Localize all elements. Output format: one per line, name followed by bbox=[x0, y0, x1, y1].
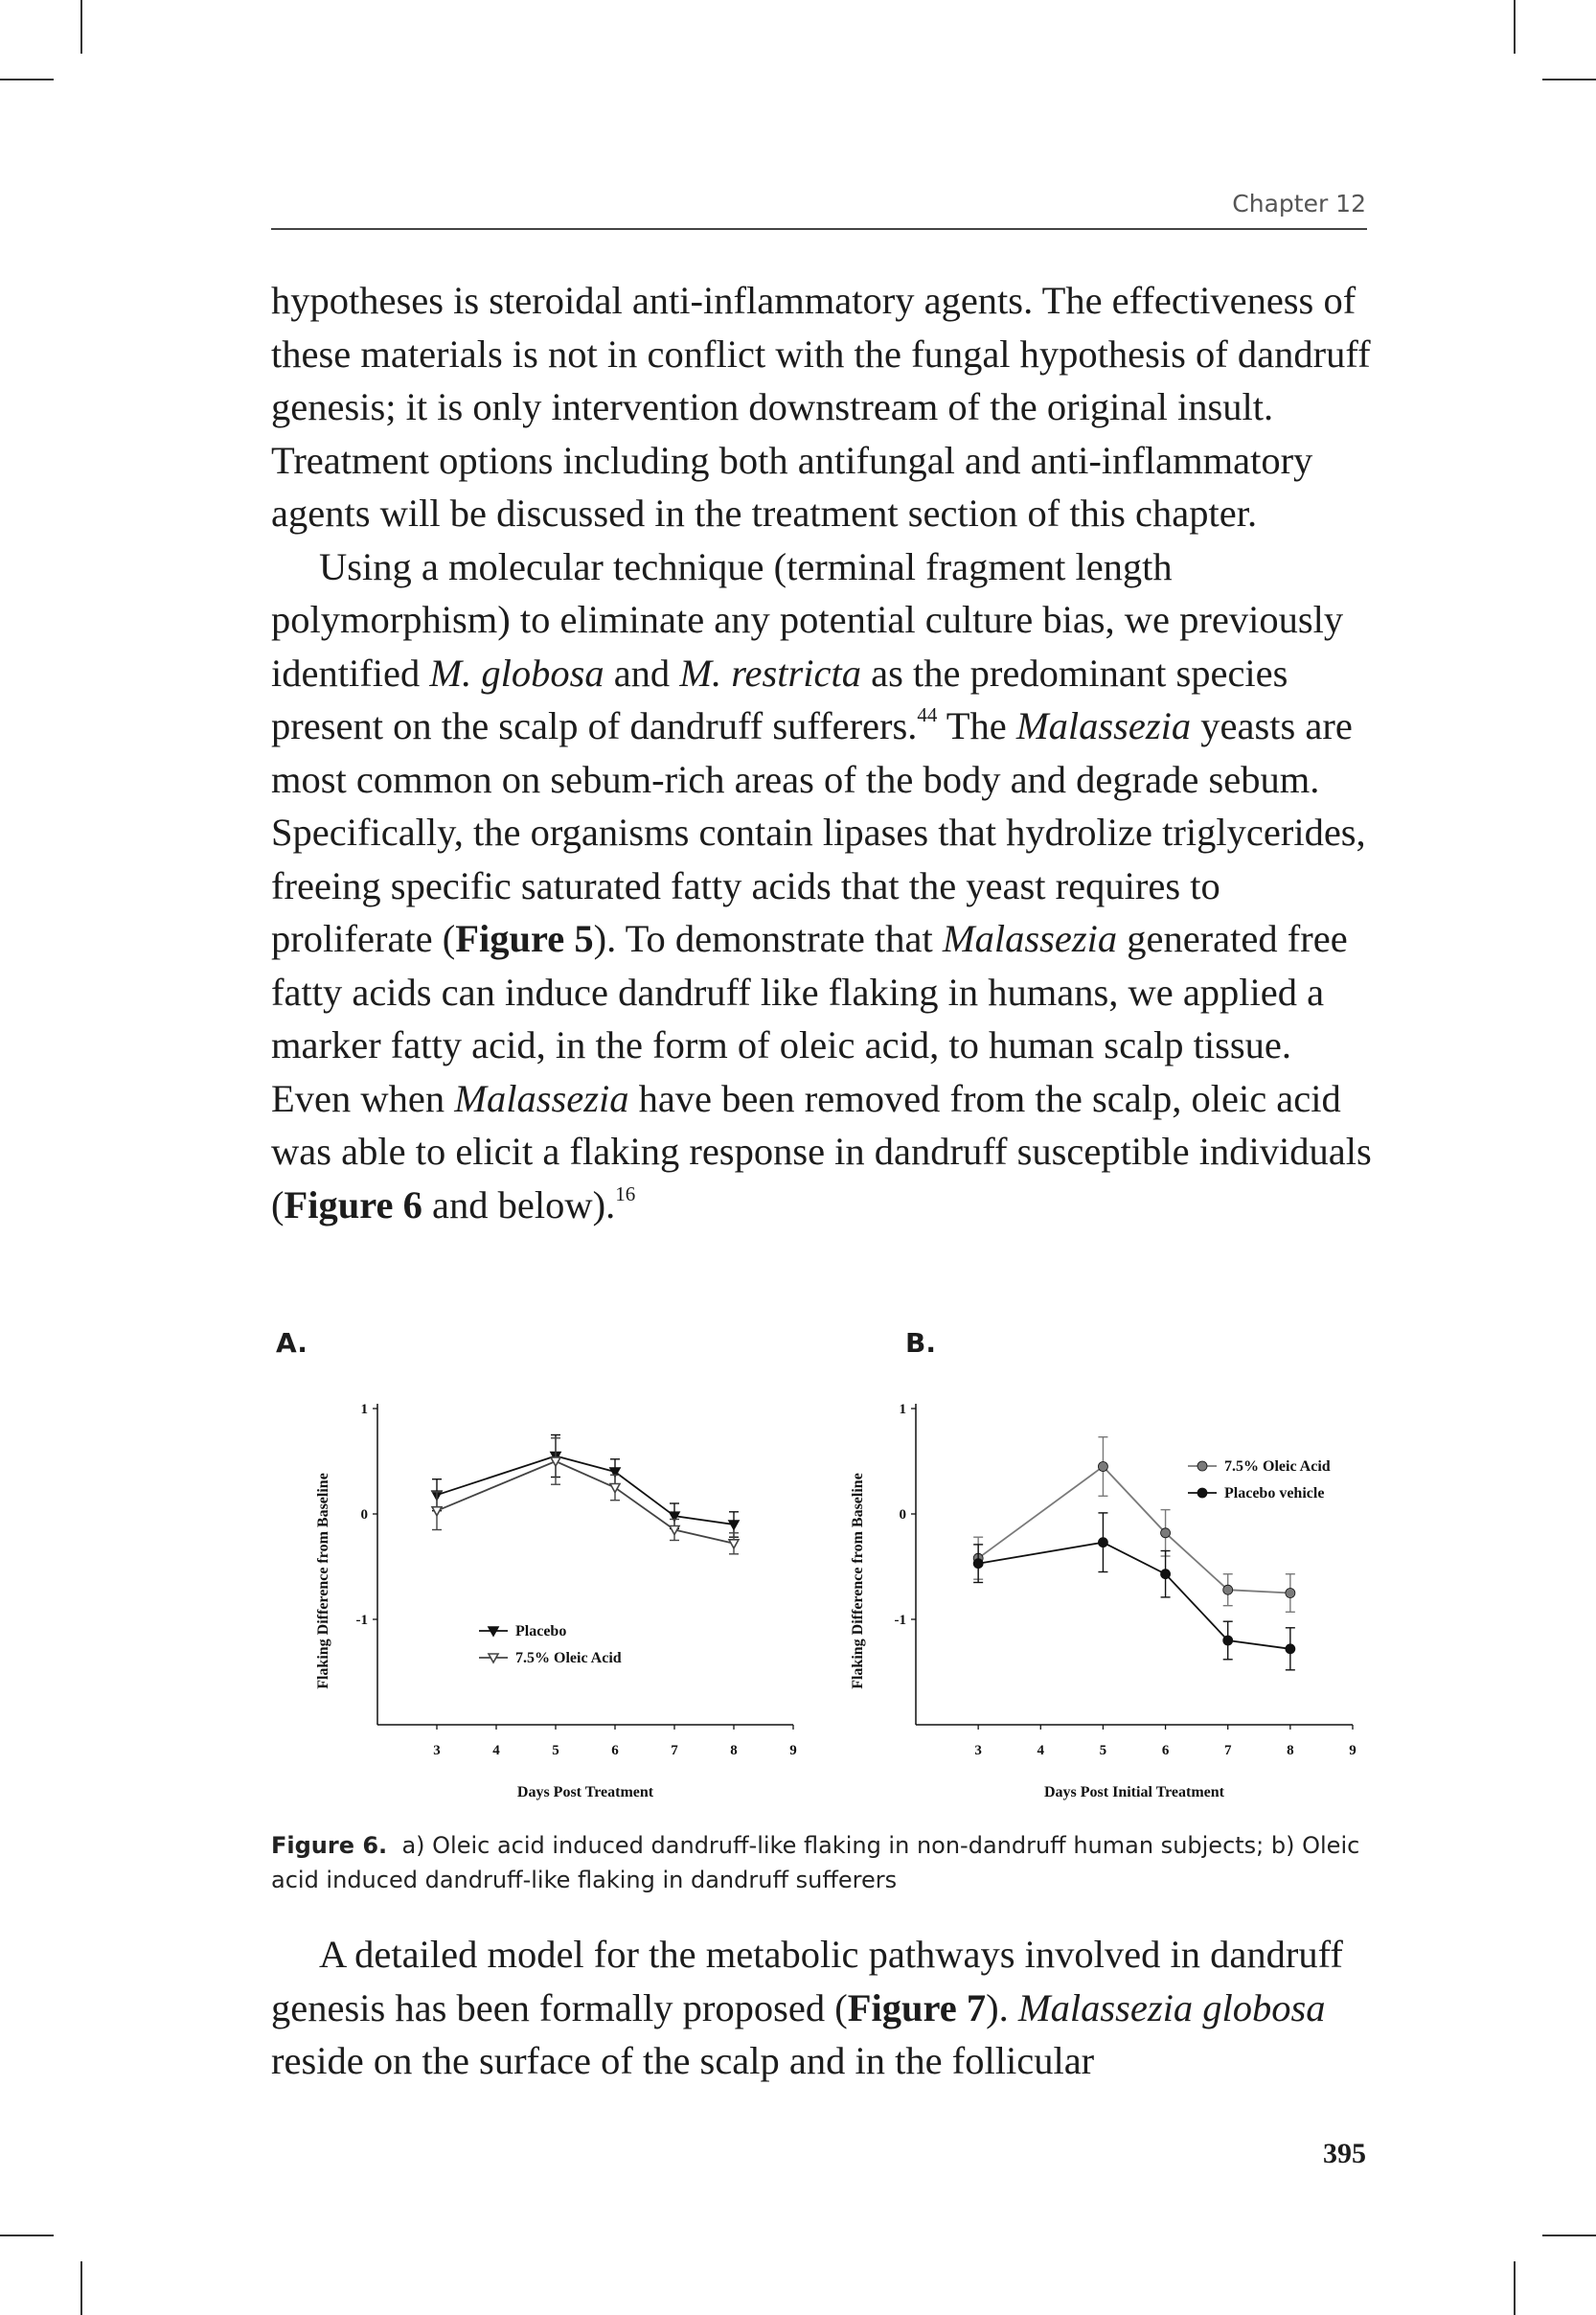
x-tick-label: 4 bbox=[1037, 1743, 1045, 1758]
x-tick-label: 6 bbox=[611, 1743, 619, 1758]
data-point bbox=[1286, 1589, 1295, 1598]
citation-ref: 16 bbox=[615, 1181, 636, 1205]
y-axis-label: Flaking Difference from Baseline bbox=[315, 1473, 331, 1689]
x-tick-label: 3 bbox=[433, 1743, 441, 1758]
data-point bbox=[729, 1521, 739, 1529]
paragraph bbox=[271, 540, 1373, 1232]
text-run: Figure 6 bbox=[284, 1182, 422, 1226]
paragraph bbox=[271, 1928, 1373, 2088]
x-tick-label: 3 bbox=[974, 1743, 982, 1758]
x-tick-label: 5 bbox=[1099, 1743, 1107, 1758]
running-head: Chapter 12 bbox=[1232, 190, 1366, 218]
data-point bbox=[1286, 1644, 1295, 1654]
panel-label-b: B. bbox=[905, 1327, 936, 1359]
legend-label: 7.5% Oleic Acid bbox=[1224, 1458, 1331, 1475]
crop-mark bbox=[80, 0, 82, 54]
panel-label-a: A. bbox=[276, 1327, 308, 1359]
crop-mark bbox=[1514, 0, 1516, 54]
crop-mark bbox=[0, 79, 54, 80]
caption-label: Figure 6. bbox=[271, 1832, 388, 1859]
text-run: hypotheses is steroidal anti-inflammatory agents. The effectiveness of these materials is not in conflict with the fungal hypothesis of dandruff genesis; it is only intervention downstream of the original insult. Treatment options including both antifungal and anti-inflammatory agents will be discussed in the treatment section of this chapter. bbox=[271, 279, 1371, 535]
y-axis-label: Flaking Difference from Baseline bbox=[850, 1473, 866, 1689]
data-point bbox=[1161, 1570, 1171, 1579]
chart-b bbox=[824, 1380, 1360, 1801]
text-run: generated free fatty acids can induce dandruff like flaking in humans, we applied a marker fatty acid, in the form of oleic acid, to human scalp tissue. Even when bbox=[271, 917, 1348, 1120]
text-run: and below). bbox=[422, 1182, 616, 1226]
y-tick-label: -1 bbox=[355, 1613, 368, 1628]
data-point bbox=[1223, 1585, 1233, 1594]
text-run: Figure 7 bbox=[847, 1985, 987, 2029]
text-run: Malassezia bbox=[942, 917, 1118, 960]
data-point bbox=[729, 1540, 739, 1548]
text-run: ). bbox=[986, 1985, 1018, 2029]
text-run: Malassezia globosa bbox=[1017, 1985, 1326, 2029]
x-tick-label: 7 bbox=[1223, 1743, 1232, 1758]
x-tick-label: 9 bbox=[1349, 1743, 1357, 1758]
text-run: The bbox=[937, 704, 1016, 747]
text-run: A detailed model for the metabolic pathways involved in dandruff genesis has been formally proposed ( bbox=[271, 1933, 1343, 2029]
data-point bbox=[973, 1559, 983, 1569]
x-axis-label: Days Post Initial Treatment bbox=[1044, 1784, 1224, 1800]
text-run: Malassezia bbox=[454, 1076, 629, 1120]
data-point bbox=[1098, 1538, 1107, 1547]
data-point bbox=[1197, 1488, 1207, 1498]
crop-mark bbox=[80, 2261, 82, 2315]
data-point bbox=[1197, 1461, 1207, 1471]
series-line bbox=[437, 1461, 734, 1544]
page-number: 395 bbox=[1323, 2138, 1366, 2169]
chart-a bbox=[287, 1380, 824, 1801]
x-tick-label: 8 bbox=[730, 1743, 738, 1758]
crop-mark bbox=[1542, 79, 1596, 80]
text-run: M. globosa bbox=[429, 651, 604, 695]
x-tick-label: 8 bbox=[1287, 1743, 1294, 1758]
figure-caption bbox=[271, 1828, 1382, 1897]
series-line bbox=[437, 1456, 734, 1525]
header-rule bbox=[271, 228, 1367, 230]
text-run: Malassezia bbox=[1015, 704, 1192, 747]
text-run: as the predominant species present on the scalp of dandruff sufferers. bbox=[271, 651, 1288, 747]
y-tick-label: -1 bbox=[894, 1613, 906, 1628]
x-tick-label: 6 bbox=[1161, 1743, 1170, 1758]
y-tick-label: 0 bbox=[899, 1507, 906, 1523]
caption-text: a) Oleic acid induced dandruff-like flaking in non-dandruff human subjects; b) Oleic acid induced dandruff-like flaking in dandruff sufferers bbox=[271, 1832, 1360, 1893]
y-tick-label: 1 bbox=[360, 1402, 368, 1417]
body-text-bottom bbox=[271, 1928, 1373, 2088]
y-tick-label: 1 bbox=[899, 1402, 906, 1417]
crop-mark bbox=[1542, 2235, 1596, 2236]
data-point bbox=[1161, 1528, 1171, 1538]
x-tick-label: 9 bbox=[789, 1743, 797, 1758]
text-run: M. restricta bbox=[679, 651, 862, 695]
data-point bbox=[1223, 1636, 1233, 1645]
data-point bbox=[610, 1484, 620, 1493]
y-tick-label: 0 bbox=[360, 1507, 368, 1523]
text-run: Using a molecular technique (terminal fragment length polymorphism) to eliminate any potential culture bias, we previously identified bbox=[271, 544, 1344, 695]
x-axis-label: Days Post Treatment bbox=[516, 1784, 654, 1800]
text-run: reside on the surface of the scalp and in the follicular bbox=[271, 2039, 1095, 2082]
legend-label: 7.5% Oleic Acid bbox=[515, 1650, 622, 1666]
citation-ref: 44 bbox=[917, 703, 938, 726]
crop-mark bbox=[1514, 2261, 1516, 2315]
text-run: ). To demonstrate that bbox=[593, 917, 943, 960]
legend-label: Placebo vehicle bbox=[1224, 1485, 1325, 1501]
body-text-top bbox=[271, 274, 1373, 1231]
crop-mark bbox=[0, 2235, 54, 2236]
x-tick-label: 5 bbox=[552, 1743, 559, 1758]
text-run: have been removed from the scalp, oleic acid was able to elicit a flaking response in dandruff susceptible individuals ( bbox=[271, 1076, 1372, 1226]
x-tick-label: 4 bbox=[492, 1743, 500, 1758]
text-run: yeasts are most common on sebum-rich areas of the body and degrade sebum. Specifically, the organisms contain lipases that hydrolize triglycerides, freeing specific saturated fatty acids that the yeast requires to proliferate ( bbox=[271, 704, 1366, 960]
legend-label: Placebo bbox=[515, 1623, 567, 1639]
paragraph bbox=[271, 274, 1373, 540]
text-run: and bbox=[604, 651, 680, 695]
text-run: Figure 5 bbox=[455, 917, 594, 960]
series-line bbox=[978, 1543, 1290, 1649]
x-tick-label: 7 bbox=[671, 1743, 678, 1758]
data-point bbox=[1098, 1462, 1107, 1472]
